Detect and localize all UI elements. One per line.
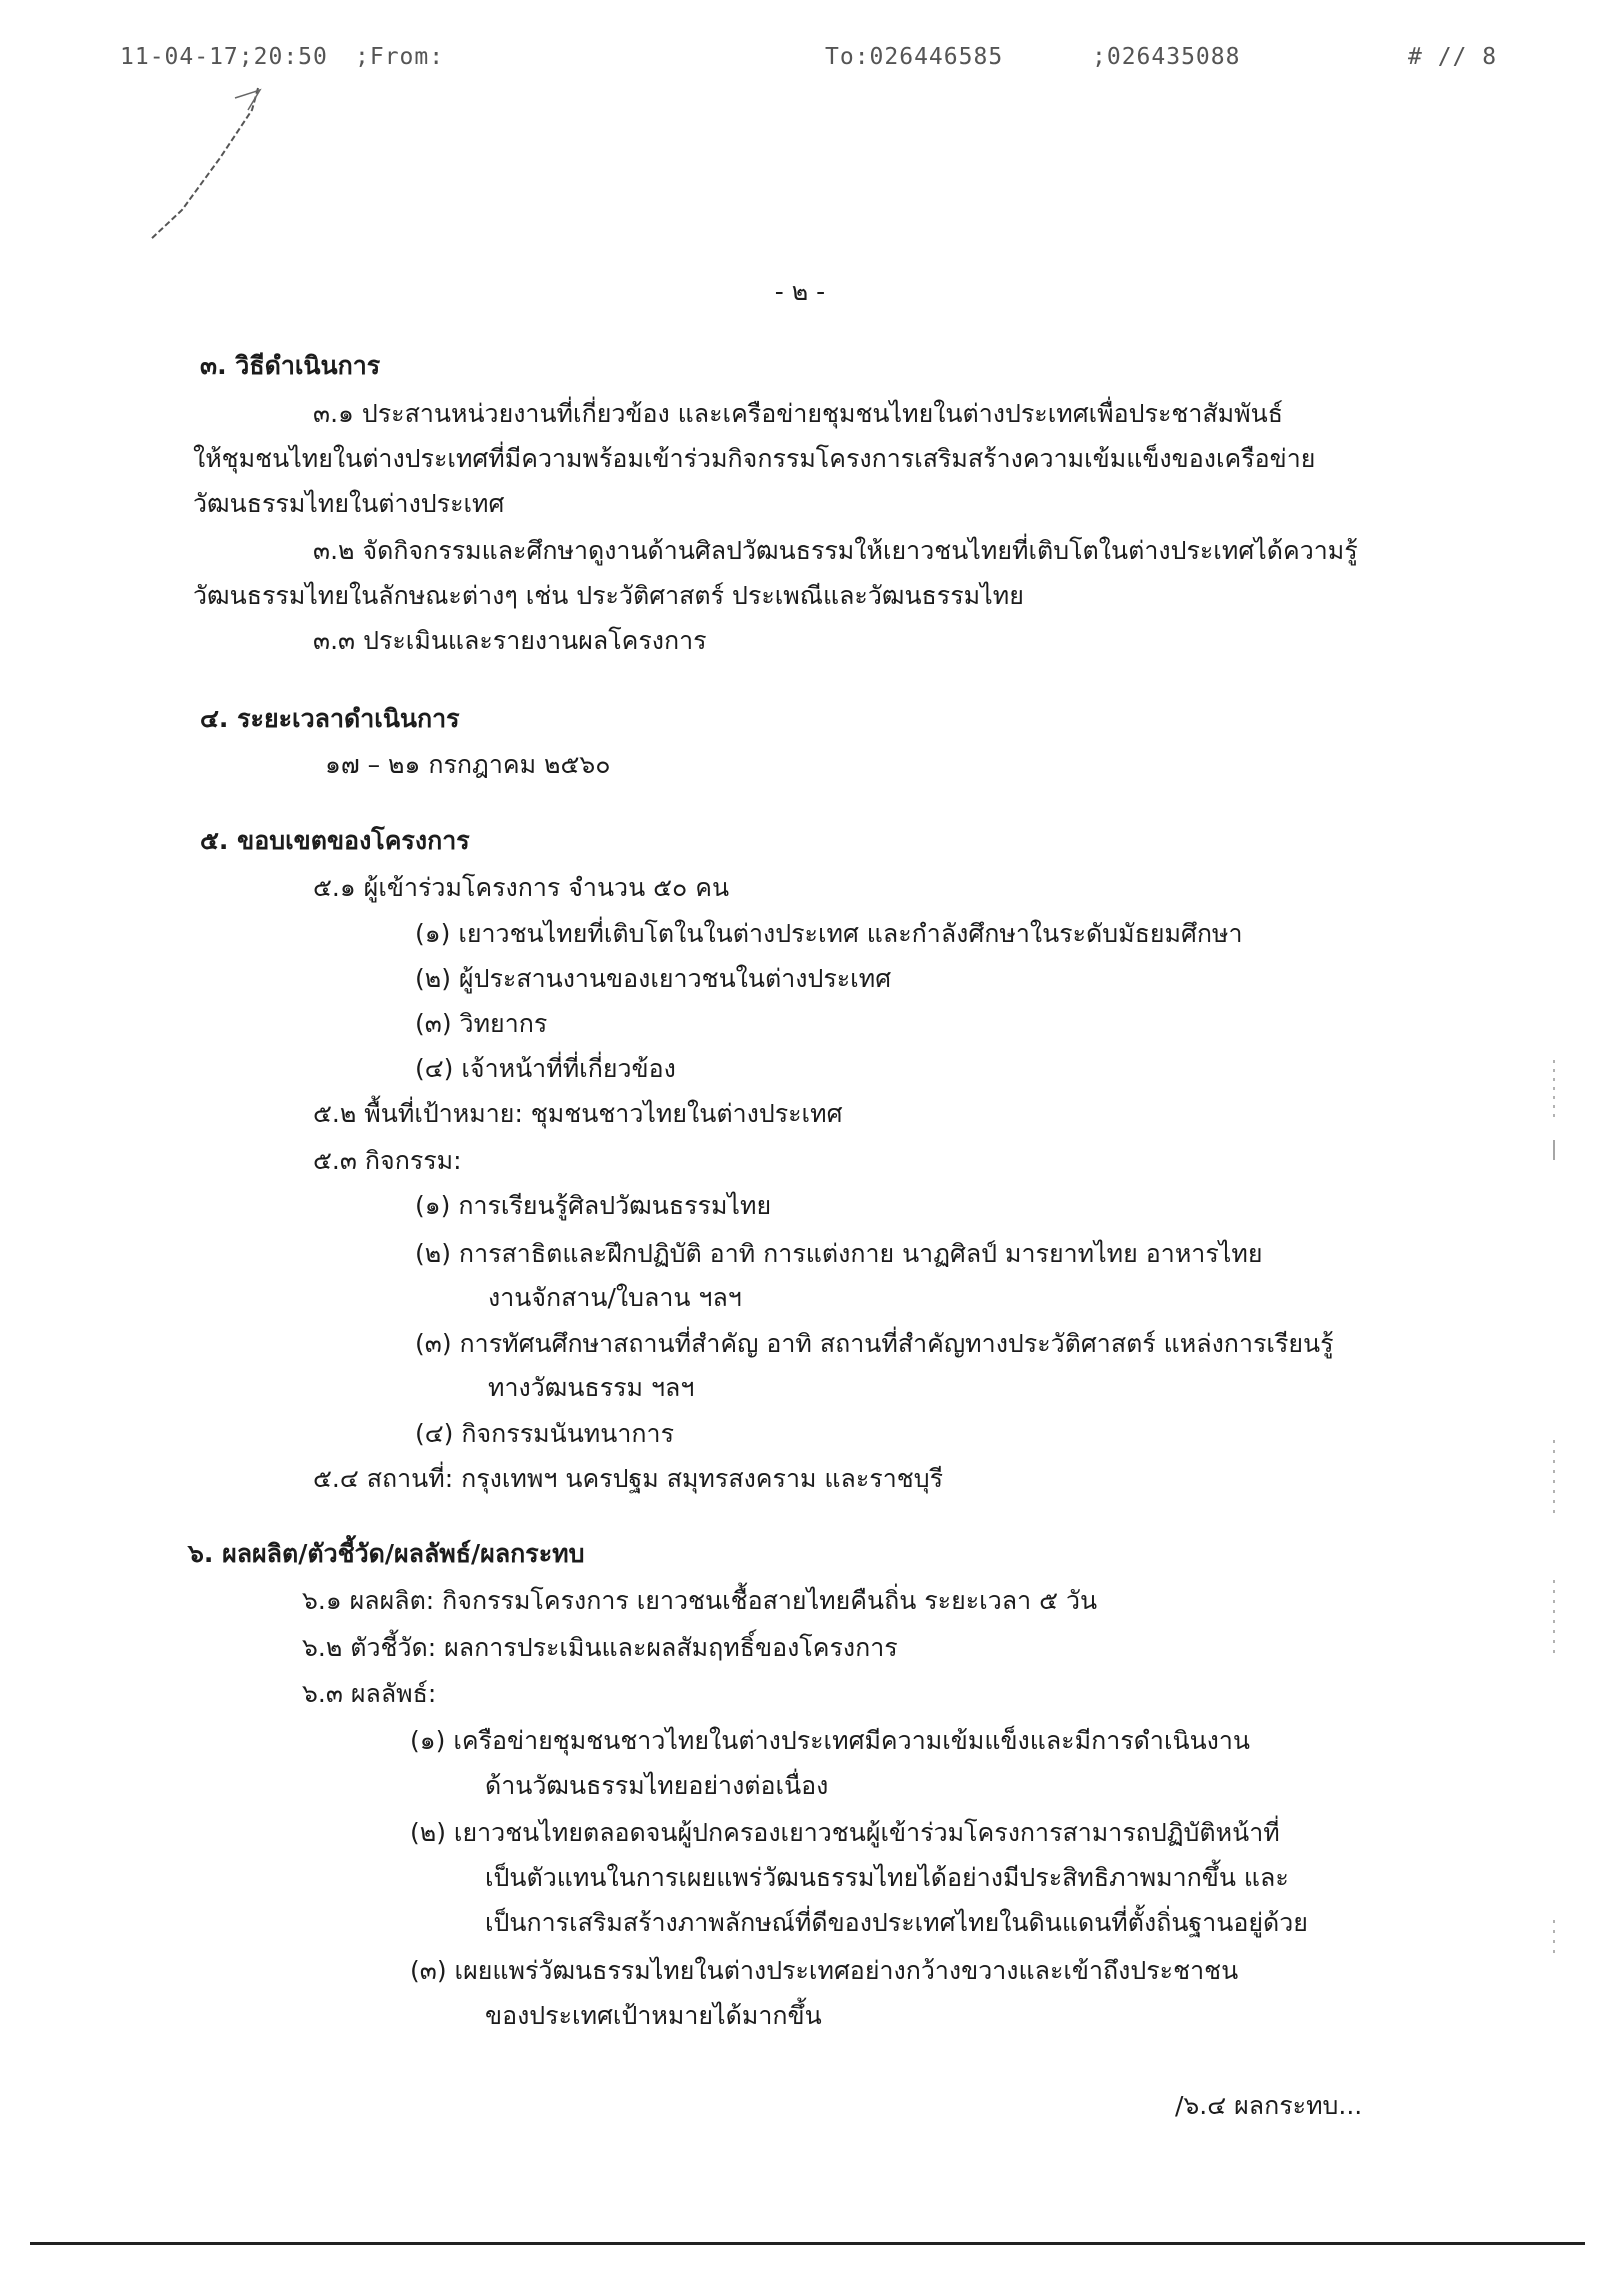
fax-datetime: 11-04-17;20:50 bbox=[120, 44, 328, 70]
section-6-3-item-1-line-1: (๑) เครือข่ายชุมชนชาวไทยในต่างประเทศมีความเข้มแข็งและมีการดำเนินงาน bbox=[410, 1726, 1251, 1755]
section-5-1-item-4: (๔) เจ้าหน้าที่ที่เกี่ยวข้อง bbox=[415, 1054, 676, 1083]
section-5-3-item-1: (๑) การเรียนรู้ศิลปวัฒนธรรมไทย bbox=[415, 1191, 772, 1220]
section-3-2-line-2: วัฒนธรรมไทยในลักษณะต่างๆ เช่น ประวัติศาสตร์ ประเพณีและวัฒนธรรมไทย bbox=[193, 581, 1024, 610]
bottom-rule bbox=[30, 2242, 1585, 2245]
fax-to: To:026446585 bbox=[825, 44, 1004, 70]
section-6-3-item-2-line-3: เป็นการเสริมสร้างภาพลักษณ์ที่ดีของประเทศไทยในดินแดนที่ตั้งถิ่นฐานอยู่ด้วย bbox=[485, 1908, 1308, 1937]
fax-number: ;026435088 bbox=[1092, 44, 1241, 70]
fax-from: ;From: bbox=[355, 44, 445, 70]
continuation-note: /๖.๔ ผลกระทบ... bbox=[1175, 2091, 1363, 2120]
section-5-3-item-2-line-1: (๒) การสาธิตและฝึกปฏิบัติ อาทิ การแต่งกาย นาฏศิลป์ มารยาทไทย อาหารไทย bbox=[415, 1239, 1263, 1268]
page-number: - ๒ - bbox=[774, 277, 826, 306]
section-5-3-item-2-line-2: งานจักสาน/ใบลาน ฯลฯ bbox=[488, 1283, 742, 1312]
section-5-3-item-3-line-2: ทางวัฒนธรรม ฯลฯ bbox=[488, 1373, 695, 1402]
section-6-2: ๖.๒ ตัวชี้วัด: ผลการประเมินและผลสัมฤทธิ์ของโครงการ bbox=[302, 1633, 898, 1662]
section-5-1: ๕.๑ ผู้เข้าร่วมโครงการ จำนวน ๕๐ คน bbox=[313, 873, 730, 902]
section-3-2-line-1: ๓.๒ จัดกิจกรรมและศึกษาดูงานด้านศิลปวัฒนธรรมให้เยาวชนไทยที่เติบโตในต่างประเทศได้ความรู้ bbox=[313, 536, 1358, 565]
section-5-heading: ๕. ขอบเขตของโครงการ bbox=[200, 826, 470, 855]
fax-page-count: # // 8 bbox=[1408, 44, 1498, 70]
section-3-heading: ๓. วิธีดำเนินการ bbox=[200, 351, 381, 380]
section-3-1-line-1: ๓.๑ ประสานหน่วยงานที่เกี่ยวข้อง และเครือข่ายชุมชนไทยในต่างประเทศเพื่อประชาสัมพันธ์ bbox=[313, 399, 1283, 428]
section-6-3-item-3-line-1: (๓) เผยแพร่วัฒนธรรมไทยในต่างประเทศอย่างกว้างขวางและเข้าถึงประชาชน bbox=[410, 1956, 1239, 1985]
section-4-dates: ๑๗ – ๒๑ กรกฎาคม ๒๕๖๐ bbox=[325, 750, 611, 779]
section-6-3-item-2-line-1: (๒) เยาวชนไทยตลอดจนผู้ปกครองเยาวชนผู้เข้าร่วมโครงการสามารถปฏิบัติหน้าที่ bbox=[410, 1818, 1280, 1847]
section-6-3-item-2-line-2: เป็นตัวแทนในการเผยแพร่วัฒนธรรมไทยได้อย่างมีประสิทธิภาพมากขึ้น และ bbox=[485, 1863, 1289, 1892]
section-5-1-item-2: (๒) ผู้ประสานงานของเยาวชนในต่างประเทศ bbox=[415, 964, 892, 993]
section-3-1-line-3: วัฒนธรรมไทยในต่างประเทศ bbox=[193, 489, 505, 518]
section-6-1: ๖.๑ ผลผลิต: กิจกรรมโครงการ เยาวชนเชื้อสายไทยคืนถิ่น ระยะเวลา ๕ วัน bbox=[302, 1586, 1098, 1615]
section-5-2: ๕.๒ พื้นที่เป้าหมาย: ชุมชนชาวไทยในต่างประเทศ bbox=[313, 1099, 843, 1128]
section-3-1-line-2: ให้ชุมชนไทยในต่างประเทศที่มีความพร้อมเข้าร่วมกิจกรรมโครงการเสริมสร้างความเข้มแข็งของเครือข่าย bbox=[193, 444, 1316, 473]
section-6-heading: ๖. ผลผลิต/ตัวชี้วัด/ผลลัพธ์/ผลกระทบ bbox=[188, 1539, 585, 1568]
section-4-heading: ๔. ระยะเวลาดำเนินการ bbox=[200, 704, 460, 733]
section-6-3-item-1-line-2: ด้านวัฒนธรรมไทยอย่างต่อเนื่อง bbox=[485, 1771, 829, 1800]
section-5-3-item-3-line-1: (๓) การทัศนศึกษาสถานที่สำคัญ อาทิ สถานที่สำคัญทางประวัติศาสตร์ แหล่งการเรียนรู้ bbox=[415, 1329, 1334, 1358]
scan-stroke-mark bbox=[140, 80, 270, 250]
section-3-3: ๓.๓ ประเมินและรายงานผลโครงการ bbox=[313, 626, 707, 655]
section-5-1-item-3: (๓) วิทยากร bbox=[415, 1009, 548, 1038]
section-6-3: ๖.๓ ผลลัพธ์: bbox=[302, 1679, 437, 1708]
section-5-3: ๕.๓ กิจกรรม: bbox=[313, 1146, 462, 1175]
section-5-4: ๕.๔ สถานที่: กรุงเทพฯ นครปฐม สมุทรสงคราม และราชบุรี bbox=[313, 1464, 944, 1493]
section-5-3-item-4: (๔) กิจกรรมนันทนาการ bbox=[415, 1419, 675, 1448]
section-6-3-item-3-line-2: ของประเทศเป้าหมายได้มากขึ้น bbox=[485, 2001, 822, 2030]
section-5-1-item-1: (๑) เยาวชนไทยที่เติบโตในในต่างประเทศ และกำลังศึกษาในระดับมัธยมศึกษา bbox=[415, 919, 1243, 948]
scan-edge-marks bbox=[1548, 1060, 1560, 2000]
